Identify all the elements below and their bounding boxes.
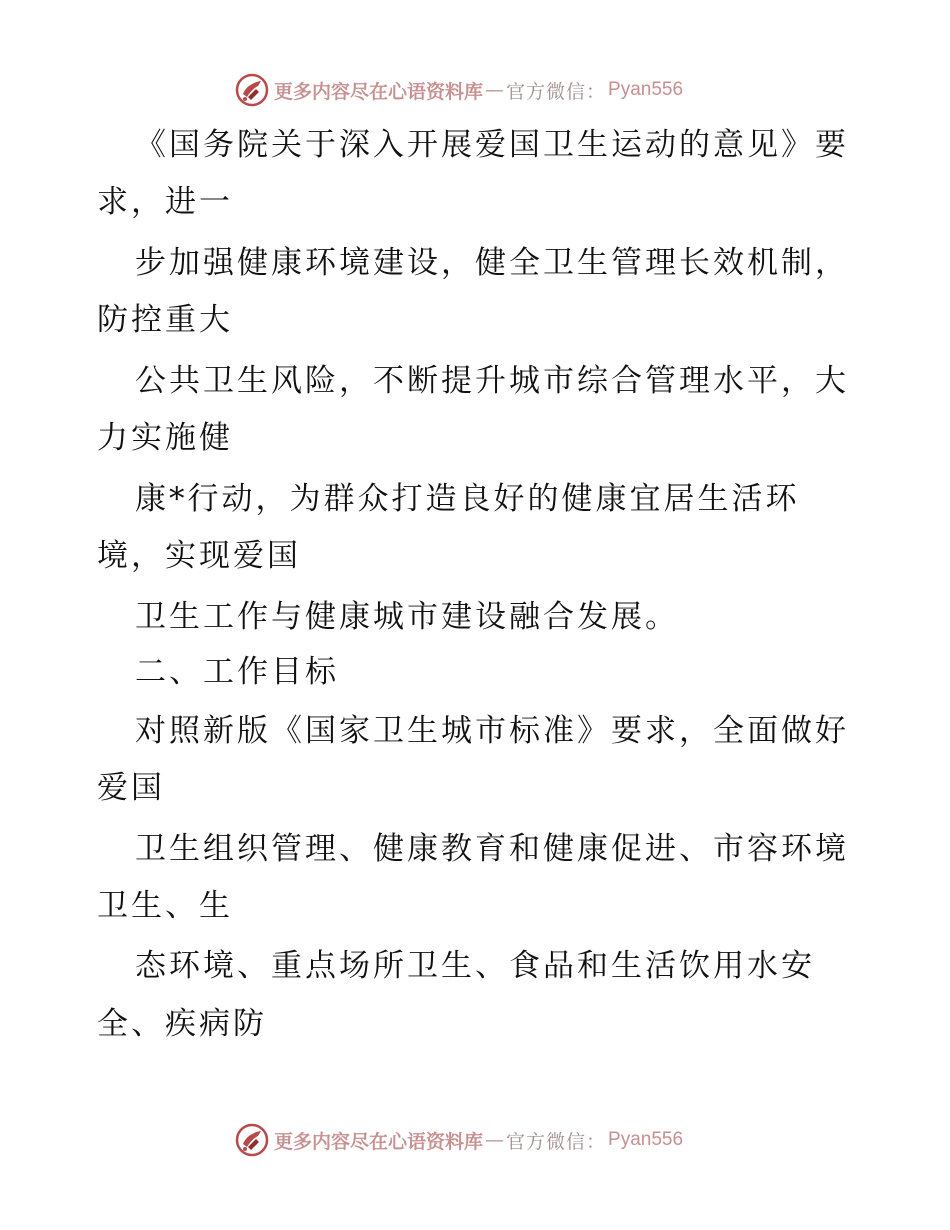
text-line: 卫生工作与健康城市建设融合发展。 xyxy=(135,599,679,635)
text-line: 对照新版《国家卫生城市标准》要求，全面做好 xyxy=(135,713,849,749)
text-line: 境，实现爱国 xyxy=(97,538,301,574)
text-line: 公共卫生风险，不断提升城市综合管理水平，大 xyxy=(135,363,849,399)
text-line: 《国务院关于深入开展爱国卫生运动的意见》要 xyxy=(135,127,849,163)
banner-official-label: 官方微信： xyxy=(506,1130,607,1153)
hand-pen-logo-icon xyxy=(234,1122,270,1158)
section-heading: 二、工作目标 xyxy=(135,654,339,690)
header-banner xyxy=(234,72,754,108)
banner-official-label: 官方微信： xyxy=(506,80,607,103)
text-line: 步加强健康环境建设，健全卫生管理长效机制， xyxy=(135,245,849,281)
text-line: 康*行动，为群众打造良好的健康宜居生活环 xyxy=(135,481,800,517)
banner-wechat-id: Pyan556 xyxy=(608,79,684,100)
text-line: 求，进一 xyxy=(97,184,233,220)
text-line: 卫生、生 xyxy=(97,888,233,924)
banner-dash: — xyxy=(485,79,505,101)
text-line: 全、疾病防 xyxy=(97,1006,267,1042)
text-line: 卫生组织管理、健康教育和健康促进、市容环境 xyxy=(135,831,849,867)
text-line: 态环境、重点场所卫生、食品和生活饮用水安 xyxy=(135,948,815,984)
banner-brand-text: 更多内容尽在心语资料库 xyxy=(274,80,484,103)
text-line: 爱国 xyxy=(97,770,165,806)
text-line: 防控重大 xyxy=(97,302,233,338)
banner-dash: — xyxy=(485,1129,505,1151)
text-line: 力实施健 xyxy=(97,420,233,456)
banner-wechat-id: Pyan556 xyxy=(608,1129,684,1150)
hand-pen-logo-icon xyxy=(234,72,270,108)
footer-banner xyxy=(234,1122,754,1158)
banner-brand-text: 更多内容尽在心语资料库 xyxy=(274,1130,484,1153)
